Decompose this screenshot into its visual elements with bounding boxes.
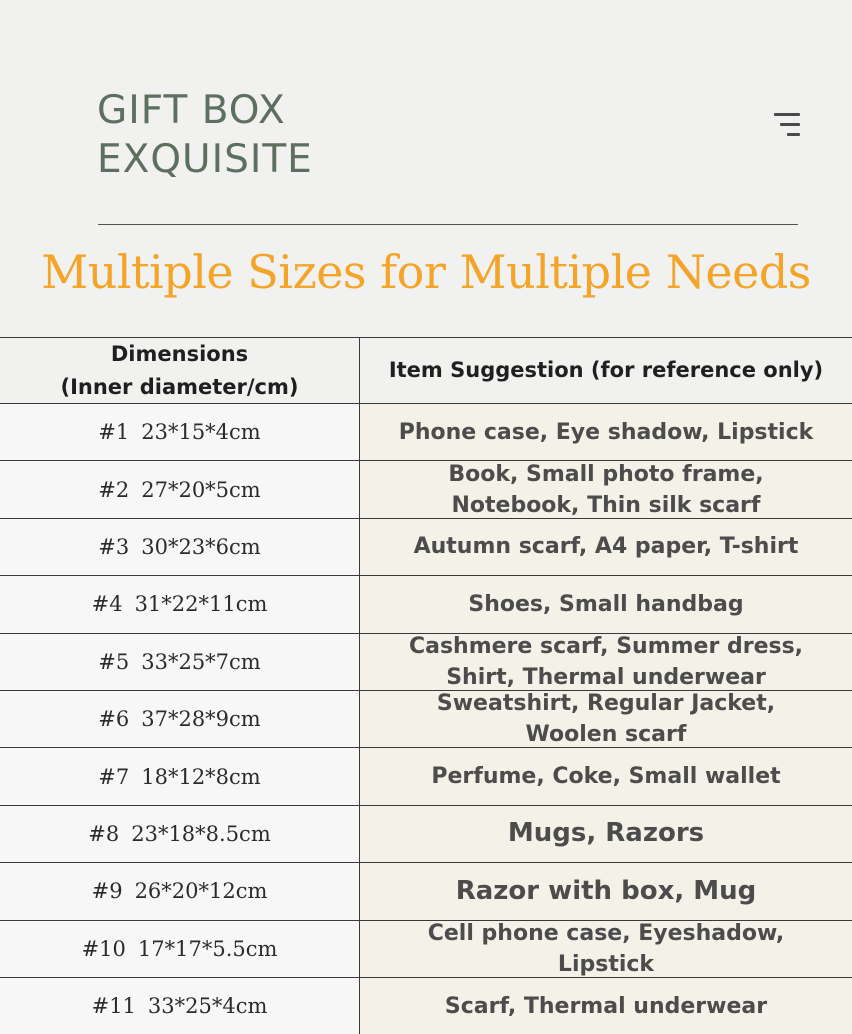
table-row xyxy=(0,920,852,977)
box-number: #6 xyxy=(98,707,130,732)
suggestion-line: Cashmere scarf, Summer dress, xyxy=(408,633,804,659)
brand-title xyxy=(97,86,313,184)
suggestion-cell xyxy=(359,863,852,919)
dimension-cell xyxy=(0,748,359,804)
box-number: #10 xyxy=(81,936,126,961)
box-size: 23*15*4cm xyxy=(141,420,261,445)
box-size: 37*28*9cm xyxy=(141,707,261,732)
table-row xyxy=(0,575,852,632)
table-row xyxy=(0,977,852,1034)
box-size: 18*12*8cm xyxy=(141,764,261,789)
table-row xyxy=(0,403,852,460)
dimension-cell xyxy=(0,404,359,460)
box-number: #2 xyxy=(98,477,130,502)
suggestion-cell xyxy=(359,806,852,862)
box-size: 31*22*11cm xyxy=(134,592,268,617)
box-size: 23*18*8.5cm xyxy=(131,821,271,846)
table-row xyxy=(0,633,852,690)
suggestion-cell xyxy=(359,461,852,517)
suggestion-line: Mugs, Razors xyxy=(507,818,705,849)
suggestion-cell xyxy=(359,921,852,977)
box-size: 26*20*12cm xyxy=(134,879,268,904)
dimensions-header-line-1: Dimensions xyxy=(110,341,249,366)
table-header-row xyxy=(0,337,852,403)
box-size: 33*25*4cm xyxy=(147,994,268,1019)
dimension-cell xyxy=(0,576,359,632)
suggestion-line: Book, Small photo frame, xyxy=(448,461,764,487)
brand-line-1: GIFT BOX xyxy=(97,88,286,133)
dimension-cell xyxy=(0,691,359,747)
box-number: #5 xyxy=(98,649,130,674)
dimension-cell xyxy=(0,978,359,1034)
suggestion-cell xyxy=(359,748,852,804)
box-number: #3 xyxy=(98,534,130,559)
suggestion-cell xyxy=(359,404,852,460)
suggestion-cell xyxy=(359,519,852,575)
suggestion-line: Scarf, Thermal underwear xyxy=(444,993,768,1019)
box-number: #11 xyxy=(91,994,136,1019)
dimension-cell xyxy=(0,634,359,690)
suggestion-line: Notebook, Thin silk scarf xyxy=(451,492,761,518)
suggestion-header: Item Suggestion (for reference only) xyxy=(359,338,852,403)
brand-line-2: EXQUISITE xyxy=(97,137,313,182)
box-size: 27*20*5cm xyxy=(141,477,261,502)
suggestion-line: Phone case, Eye shadow, Lipstick xyxy=(398,419,814,445)
size-table xyxy=(0,337,852,1024)
dimension-cell xyxy=(0,921,359,977)
suggestion-cell xyxy=(359,634,852,690)
divider xyxy=(98,224,798,225)
suggestion-line: Perfume, Coke, Small wallet xyxy=(431,764,781,790)
box-number: #4 xyxy=(91,592,123,617)
suggestion-line: Autumn scarf, A4 paper, T-shirt xyxy=(413,534,799,560)
dimension-cell xyxy=(0,806,359,862)
box-size: 17*17*5.5cm xyxy=(137,936,278,961)
suggestion-cell xyxy=(359,978,852,1034)
suggestion-line: Lipstick xyxy=(557,951,655,977)
page-headline: Multiple Sizes for Multiple Needs xyxy=(41,245,811,299)
box-number: #7 xyxy=(98,764,130,789)
suggestion-line: Razor with box, Mug xyxy=(455,875,757,906)
suggestion-cell xyxy=(359,691,852,747)
box-size: 30*23*6cm xyxy=(141,534,261,559)
dimensions-header-line-2: (Inner diameter/cm) xyxy=(60,374,299,399)
menu-icon[interactable] xyxy=(774,113,802,139)
suggestion-cell xyxy=(359,576,852,632)
table-row xyxy=(0,862,852,919)
dimensions-header xyxy=(0,338,359,403)
box-number: #8 xyxy=(88,821,120,846)
table-row xyxy=(0,805,852,862)
table-row xyxy=(0,460,852,517)
suggestion-line: Shoes, Small handbag xyxy=(468,591,744,617)
table-row xyxy=(0,518,852,575)
box-number: #1 xyxy=(98,420,130,445)
dimension-cell xyxy=(0,519,359,575)
dimension-cell xyxy=(0,461,359,517)
suggestion-line: Shirt, Thermal underwear xyxy=(446,664,766,690)
box-size: 33*25*7cm xyxy=(141,649,261,674)
dimension-cell xyxy=(0,863,359,919)
suggestion-line: Cell phone case, Eyeshadow, xyxy=(427,920,785,946)
box-number: #9 xyxy=(91,879,123,904)
table-row xyxy=(0,747,852,804)
suggestion-line: Sweatshirt, Regular Jacket, xyxy=(436,691,776,717)
suggestion-line: Woolen scarf xyxy=(525,722,687,748)
table-row xyxy=(0,690,852,747)
